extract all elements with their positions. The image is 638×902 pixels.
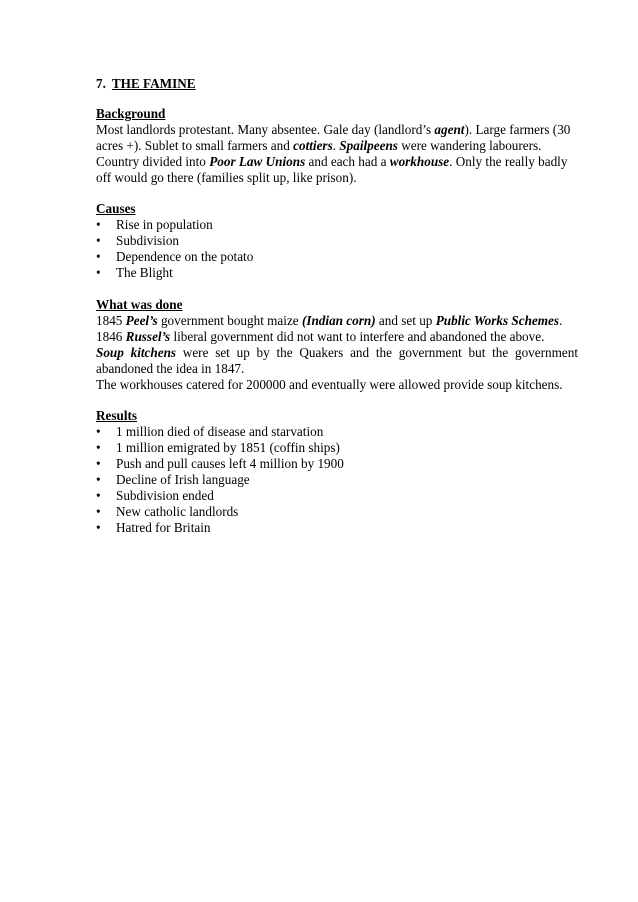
emphasis-term: agent	[434, 121, 465, 137]
emphasis-term: (Indian corn)	[301, 312, 376, 328]
text-run: were set up by the Quakers and the government but the government abandoned the idea in 1847.	[96, 344, 578, 376]
emphasis-term: Peel’s	[125, 312, 158, 328]
list-item	[96, 249, 578, 265]
list-item	[96, 440, 578, 456]
list-item	[96, 488, 578, 504]
text-run: 1845	[96, 312, 126, 328]
text-run: were wandering labourers.	[397, 137, 542, 153]
list-item	[96, 217, 578, 233]
emphasis-term: cottiers	[293, 137, 333, 153]
bullet-icon: •	[96, 424, 101, 440]
text-run: liberal government did not want to interfere and abandoned the above.	[170, 328, 545, 344]
what-was-done-paragraph-2	[96, 329, 578, 345]
list-item-label: The Blight	[116, 265, 173, 281]
text-run: Most landlords protestant. Many absentee. Gale day (landlord’s	[96, 121, 435, 137]
text-run: . Only the really badly off would go there (families split up, like prison).	[96, 153, 568, 185]
bullet-icon: •	[96, 440, 101, 456]
list-item-label: 1 million emigrated by 1851 (coffin ships)	[116, 440, 340, 456]
text-run: .	[332, 137, 340, 153]
what-was-done-section	[96, 297, 578, 392]
emphasis-term: Russel’s	[125, 328, 171, 344]
background-paragraph-2	[96, 154, 578, 186]
results-list	[96, 424, 578, 535]
text-run: 1846	[96, 328, 126, 344]
bullet-icon: •	[96, 487, 101, 503]
text-run: and each had a	[305, 153, 390, 169]
causes-section	[96, 201, 578, 281]
list-item-label: Decline of Irish language	[116, 472, 250, 488]
list-item	[96, 424, 578, 440]
emphasis-term: Poor Law Unions	[209, 153, 306, 169]
emphasis-term: Public Works Schemes	[435, 312, 560, 328]
emphasis-term: Spailpeens	[339, 137, 398, 153]
text-run: The workhouses catered for 200000 and eventually were allowed provide soup kitchens.	[96, 376, 563, 392]
list-item	[96, 233, 578, 249]
page-title	[96, 76, 578, 92]
bullet-icon: •	[96, 249, 101, 265]
bullet-icon: •	[96, 472, 101, 488]
background-heading: Background	[96, 105, 166, 121]
bullet-icon: •	[96, 519, 101, 535]
background-paragraph-1	[96, 122, 578, 154]
what-was-done-paragraph-3	[96, 345, 578, 377]
bullet-icon: •	[96, 217, 101, 233]
document-page	[96, 76, 578, 552]
causes-heading: Causes	[96, 201, 136, 217]
list-item-label: Dependence on the potato	[116, 249, 254, 265]
results-section	[96, 408, 578, 535]
text-run: government bought maize	[157, 312, 302, 328]
emphasis-term: Soup kitchens	[96, 344, 177, 360]
bullet-icon: •	[96, 265, 101, 281]
text-run: .	[559, 312, 563, 328]
text-run: and set up	[375, 312, 436, 328]
list-item-label: Subdivision ended	[116, 487, 214, 503]
emphasis-term: workhouse	[389, 153, 450, 169]
section-title: THE FAMINE	[111, 76, 196, 91]
what-was-done-heading: What was done	[96, 296, 183, 312]
list-item	[96, 265, 578, 281]
list-item	[96, 520, 578, 536]
text-run: ). Large farmers (30 acres +). Sublet to small farmers and	[96, 121, 571, 153]
list-item	[96, 472, 578, 488]
bullet-icon: •	[96, 233, 101, 249]
causes-list	[96, 217, 578, 281]
list-item-label: New catholic landlords	[116, 503, 239, 519]
list-item-label: Hatred for Britain	[116, 519, 211, 535]
bullet-icon: •	[96, 503, 101, 519]
what-was-done-paragraph-1	[96, 313, 578, 329]
section-number: 7.	[96, 76, 106, 91]
list-item-label: Subdivision	[116, 233, 180, 249]
text-run: Country divided into	[96, 153, 210, 169]
list-item	[96, 504, 578, 520]
what-was-done-paragraph-4	[96, 377, 578, 393]
results-heading: Results	[96, 408, 138, 424]
list-item-label: Push and pull causes left 4 million by 1900	[116, 456, 344, 472]
list-item-label: 1 million died of disease and starvation	[116, 424, 324, 440]
bullet-icon: •	[96, 456, 101, 472]
background-section	[96, 106, 578, 186]
list-item	[96, 456, 578, 472]
list-item-label: Rise in population	[116, 217, 213, 233]
